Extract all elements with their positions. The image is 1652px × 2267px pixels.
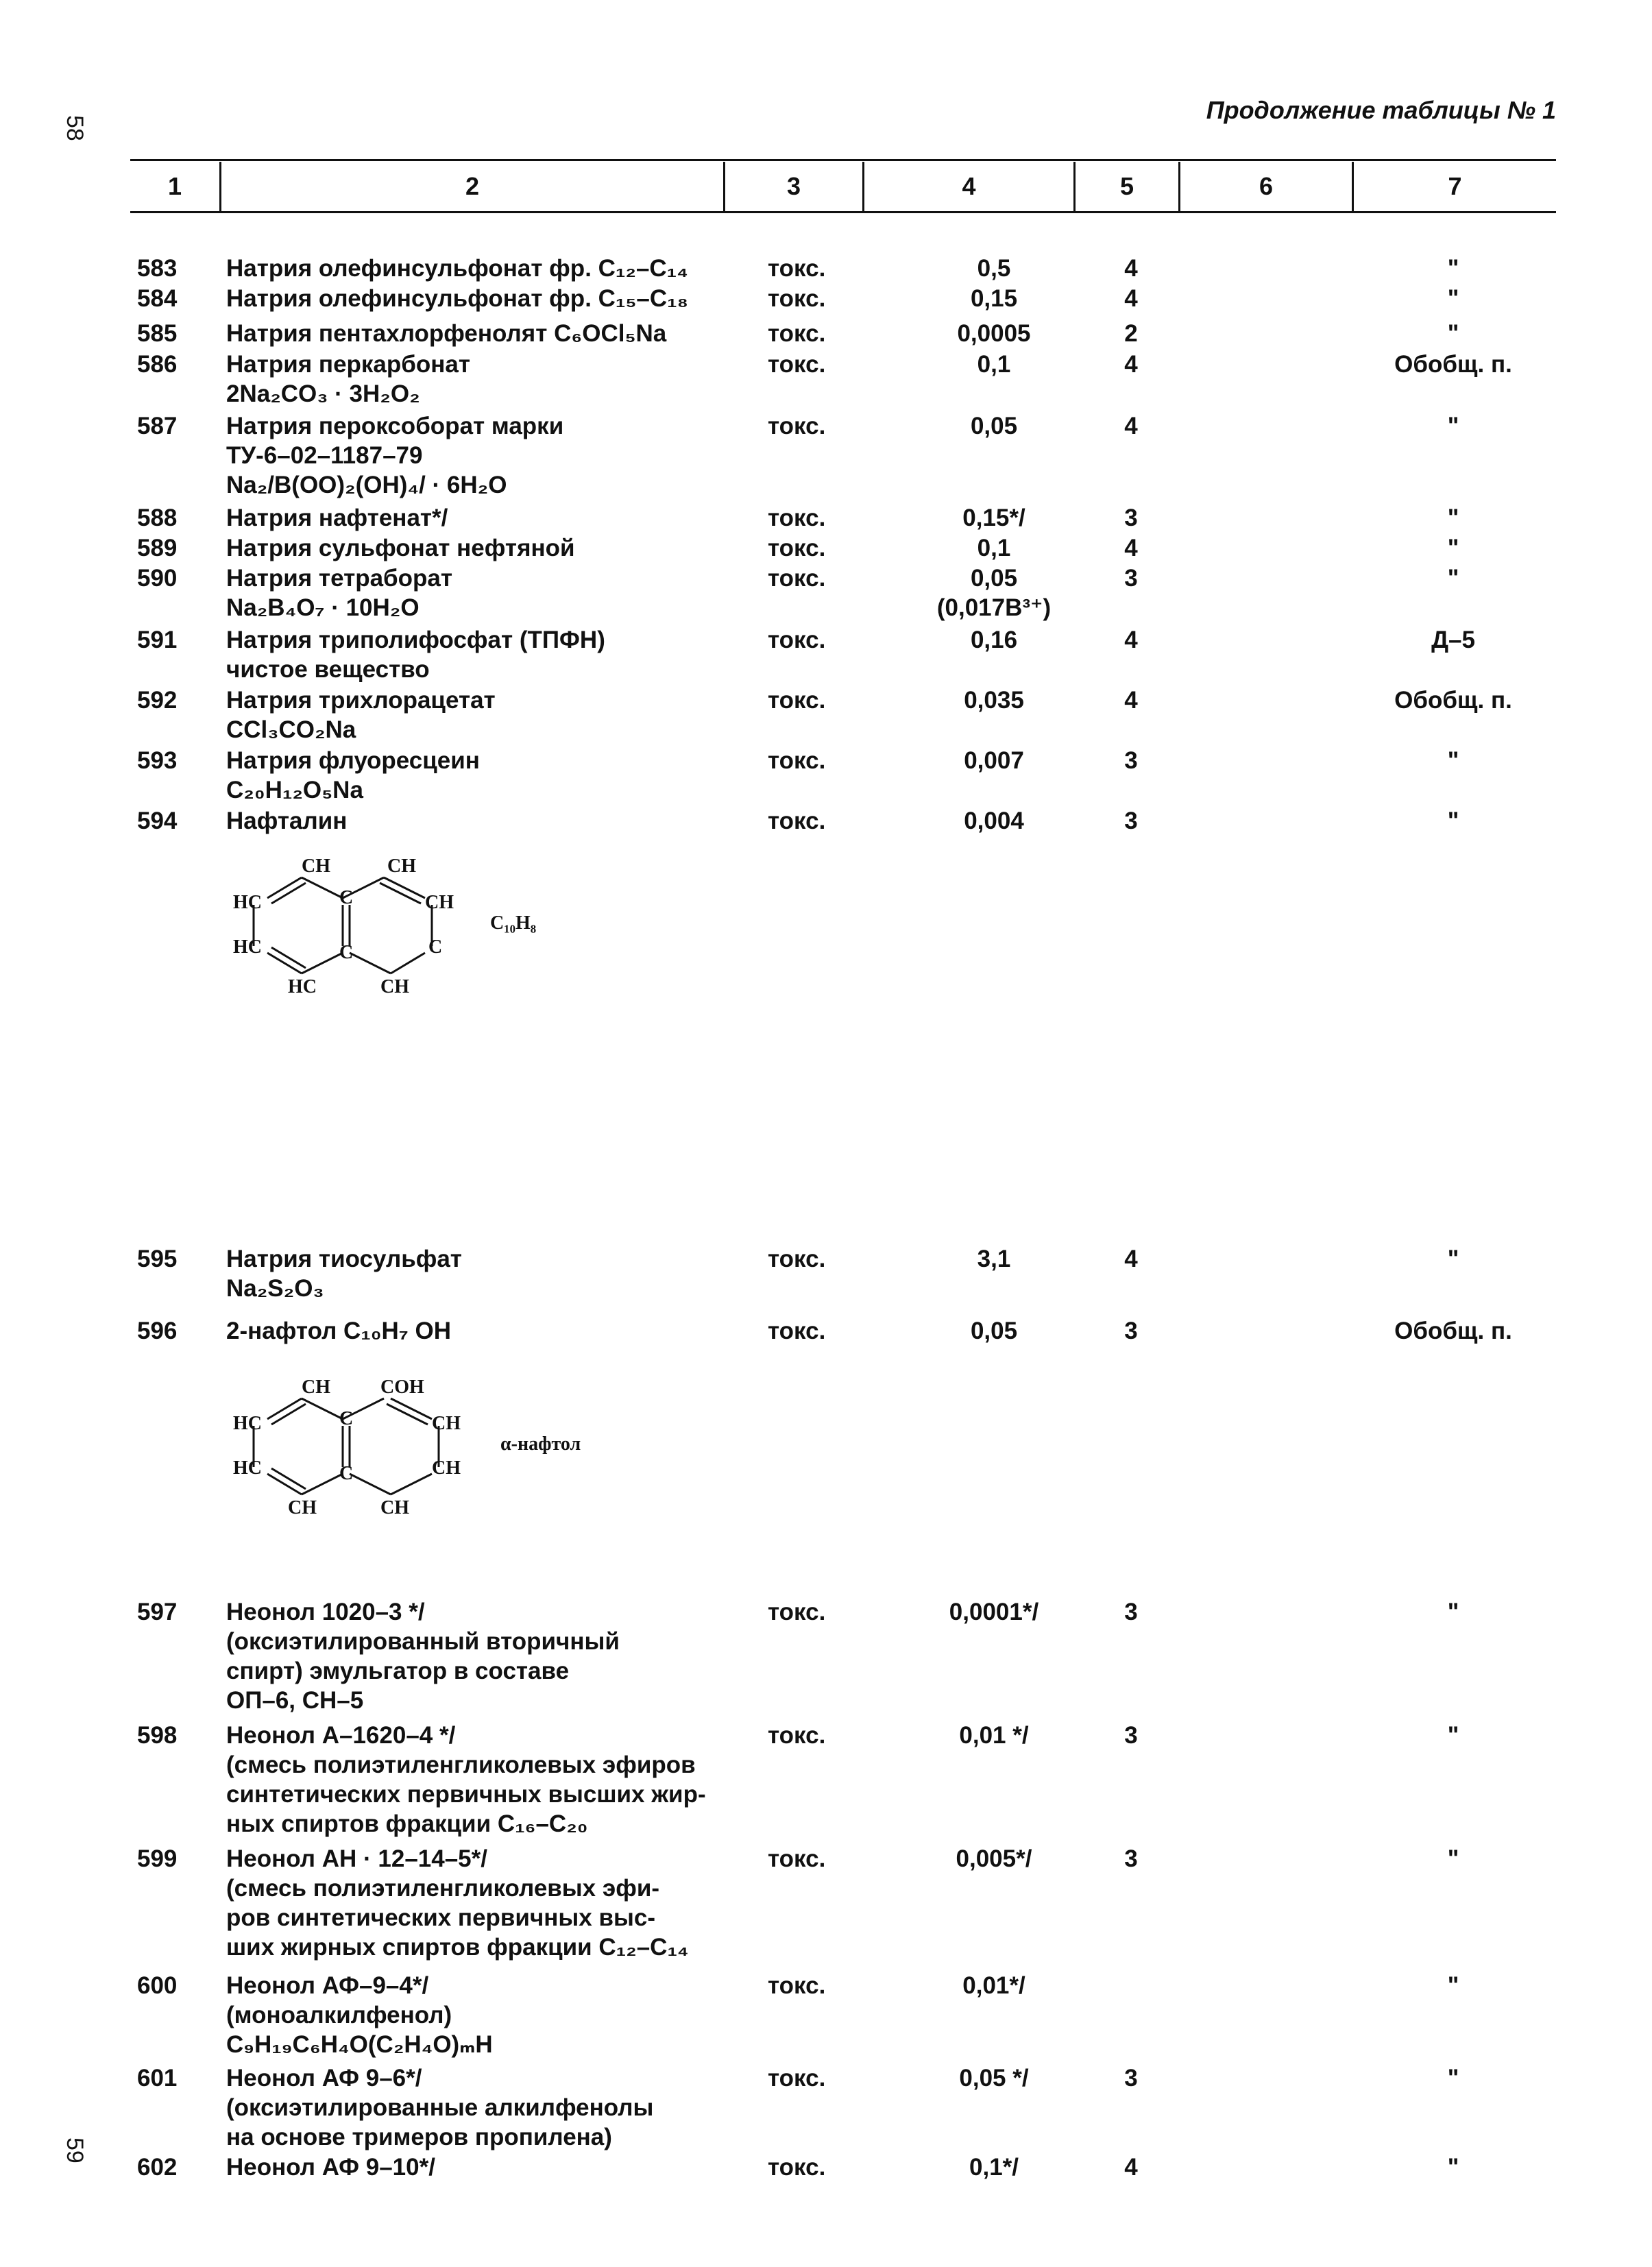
hazard-indicator: токс. [768, 351, 826, 378]
hazard-class: 3 [1124, 1722, 1138, 1749]
header-col-3: 3 [786, 172, 801, 200]
row-number: 592 [137, 687, 178, 714]
header-col-5: 5 [1119, 172, 1134, 200]
concentration-line: 0,16 [970, 627, 1018, 653]
hazard-class: 4 [1124, 2154, 1138, 2181]
concentration-line: (0,017B³⁺) [936, 594, 1052, 621]
hazard-class: 4 [1124, 687, 1138, 714]
concentration [898, 2063, 1090, 2093]
hazard-class: 3 [1124, 505, 1138, 531]
substance-name [226, 746, 733, 805]
atom-label: CH [425, 892, 454, 913]
substance-name-line: Натрия пероксоборат марки [226, 413, 564, 439]
row-number: 602 [137, 2154, 178, 2181]
method-reference: Обобщ. п. [1394, 351, 1512, 378]
atom-label: C [339, 1408, 354, 1429]
table-header [130, 162, 1556, 211]
concentration [898, 411, 1090, 441]
substance-name-line: Неонол АН · 12–14–5*/ [226, 1845, 487, 1872]
substance-name [226, 1721, 733, 1839]
atom-label: HC [233, 936, 262, 958]
substance-name [226, 686, 733, 744]
substance-name [226, 1244, 733, 1303]
method-reference: " [1447, 1246, 1459, 1272]
substance-name-line: (смесь полиэтиленгликолевых эфи- [226, 1875, 659, 1902]
row-number: 590 [137, 565, 178, 592]
atom-label: CH [380, 1497, 409, 1518]
row-number: 594 [137, 808, 178, 834]
hazard-class: 3 [1124, 747, 1138, 774]
concentration-line: 0,01 */ [959, 1722, 1029, 1749]
concentration [898, 284, 1090, 313]
substance-name-line: 2Na₂CO₃ · 3H₂O₂ [226, 380, 420, 407]
substance-name-line: Неонол 1020–3 */ [226, 1599, 425, 1625]
hazard-indicator: токс. [768, 808, 826, 834]
hazard-class: 3 [1124, 2065, 1138, 2092]
concentration-line: 0,15 [970, 285, 1018, 312]
substance-name-line: Нафталин [226, 808, 348, 834]
concentration-line: 0,005*/ [956, 1845, 1032, 1872]
row-number: 599 [137, 1845, 178, 1872]
hazard-class: 4 [1124, 351, 1138, 378]
method-reference: " [1447, 2065, 1459, 2092]
concentration [898, 2153, 1090, 2182]
substance-name-line: спирт) эмульгатор в составе [226, 1658, 570, 1684]
method-reference: Обобщ. п. [1394, 1318, 1512, 1344]
hazard-class: 4 [1124, 627, 1138, 653]
concentration [898, 1244, 1090, 1274]
hazard-class: 4 [1124, 255, 1138, 282]
substance-name-line: ших жирных спиртов фракции C₁₂–C₁₄ [226, 1934, 689, 1961]
substance-name-line: Натрия олефинсульфонат фр. C₁₂–C₁₄ [226, 255, 688, 282]
header-bottom-rule [130, 211, 1556, 213]
hazard-indicator: токс. [768, 2154, 826, 2181]
substance-name [226, 533, 733, 563]
atom-label: HC [233, 1457, 262, 1479]
substance-name [226, 2063, 733, 2152]
atom-label: HC [233, 892, 262, 913]
row-number: 600 [137, 1972, 178, 1999]
concentration [898, 686, 1090, 715]
substance-name [226, 503, 733, 533]
concentration [898, 533, 1090, 563]
hazard-class: 3 [1124, 565, 1138, 592]
caption-label: α-нафтол [500, 1433, 581, 1455]
substance-name [226, 1971, 733, 2059]
substance-name [226, 1597, 733, 1715]
hazard-class: 3 [1124, 1599, 1138, 1625]
header-col-6: 6 [1259, 172, 1274, 200]
substance-name-line: 2-нафтол C₁₀H₇ OH [226, 1318, 452, 1344]
hazard-indicator: токс. [768, 285, 826, 312]
method-reference: " [1447, 1722, 1459, 1749]
substance-name [226, 319, 733, 348]
substance-name-line: (оксиэтилированные алкилфенолы [226, 2094, 654, 2121]
substance-name [226, 350, 733, 409]
hazard-indicator: токс. [768, 1845, 826, 1872]
substance-name-line: Натрия сульфонат нефтяной [226, 535, 575, 561]
concentration-line: 0,05 [970, 413, 1018, 439]
concentration-line: 0,15*/ [962, 505, 1025, 531]
hazard-class: 2 [1124, 320, 1138, 347]
concentration-line: 0,05 [970, 565, 1018, 592]
page-number-bottom: 59 [62, 2137, 88, 2163]
concentration-line: 0,0005 [957, 320, 1031, 347]
row-number: 589 [137, 535, 178, 561]
method-reference: " [1447, 808, 1459, 834]
atom-label: C [339, 1463, 354, 1484]
row-number: 596 [137, 1318, 178, 1344]
substance-name-line: Na₂S₂O₃ [226, 1275, 324, 1302]
substance-name-line: (оксиэтилированный вторичный [226, 1628, 620, 1655]
substance-name-line: синтетических первичных высших жир- [226, 1781, 706, 1808]
method-reference: " [1447, 255, 1459, 282]
substance-name-line: Na₂/B(OO)₂(OH)₄/ · 6H₂O [226, 472, 507, 498]
method-reference: " [1447, 320, 1459, 347]
substance-name [226, 1316, 733, 1346]
row-number: 584 [137, 285, 178, 312]
method-reference: " [1447, 505, 1459, 531]
substance-name-line: на основе тримеров пропилена) [226, 2124, 612, 2150]
atom-label: HC [233, 1413, 262, 1434]
substance-name-line: Натрия тетраборат [226, 565, 453, 592]
atom-label: CH [432, 1457, 461, 1479]
hazard-class: 3 [1124, 1318, 1138, 1344]
hazard-class: 4 [1124, 413, 1138, 439]
hazard-indicator: токс. [768, 1318, 826, 1344]
concentration-line: 0,1*/ [969, 2154, 1019, 2181]
concentration-line: 0,1 [977, 535, 1011, 561]
substance-name-line: ОП–6, СН–5 [226, 1687, 364, 1714]
hazard-indicator: токс. [768, 747, 826, 774]
method-reference: " [1447, 1972, 1459, 1999]
substance-name-line: Неонол А–1620–4 */ [226, 1722, 456, 1749]
substance-name-line: Неонол АФ 9–6*/ [226, 2065, 422, 2092]
method-reference: " [1447, 285, 1459, 312]
hazard-indicator: токс. [768, 2065, 826, 2092]
atom-label: C [339, 942, 354, 963]
substance-name-line: Неонол АФ 9–10*/ [226, 2154, 435, 2181]
row-number: 591 [137, 627, 178, 653]
substance-name-line: (моноалкилфенол) [226, 2002, 452, 2028]
concentration-line: 0,5 [977, 255, 1011, 282]
concentration [898, 319, 1090, 348]
substance-name [226, 806, 733, 836]
substance-name-line: Натрия нафтенат*/ [226, 505, 448, 531]
substance-name-line: Неонол АФ–9–4*/ [226, 1972, 429, 1999]
hazard-class: 3 [1124, 1845, 1138, 1872]
method-reference: " [1447, 2154, 1459, 2181]
row-number: 587 [137, 413, 178, 439]
atom-label: CH [432, 1413, 461, 1434]
naphthol-structure [226, 1371, 637, 1529]
substance-name-line: (смесь полиэтиленгликолевых эфиров [226, 1751, 696, 1778]
concentration [898, 746, 1090, 775]
concentration-line: 0,01*/ [962, 1972, 1025, 1999]
method-reference: " [1447, 1845, 1459, 1872]
substance-name [226, 284, 733, 313]
atom-label: CH [387, 856, 416, 877]
row-number: 595 [137, 1246, 178, 1272]
naphthalene-structure [226, 850, 583, 1008]
concentration [898, 254, 1090, 283]
concentration [898, 1316, 1090, 1346]
substance-name [226, 625, 733, 684]
header-col-1: 1 [167, 172, 182, 200]
concentration [898, 625, 1090, 655]
method-reference: " [1447, 747, 1459, 774]
concentration [898, 350, 1090, 379]
concentration-line: 0,05 */ [959, 2065, 1029, 2092]
atom-label: CH [380, 976, 409, 997]
substance-name-line: Натрия трихлорацетат [226, 687, 496, 714]
concentration-line: 3,1 [977, 1246, 1011, 1272]
method-reference: " [1447, 413, 1459, 439]
atom-label: CH [302, 1377, 330, 1398]
substance-name-line: Натрия тиосульфат [226, 1246, 462, 1272]
substance-name [226, 1844, 733, 1962]
substance-name-line: ров синтетических первичных выс- [226, 1904, 656, 1931]
row-number: 597 [137, 1599, 178, 1625]
hazard-class: 4 [1124, 1246, 1138, 1272]
hazard-indicator: токс. [768, 1246, 826, 1272]
substance-name [226, 2153, 733, 2182]
hazard-indicator: токс. [768, 565, 826, 592]
concentration [898, 503, 1090, 533]
row-number: 583 [137, 255, 178, 282]
substance-name-line: C₂₀H₁₂O₅Na [226, 777, 363, 803]
hazard-indicator: токс. [768, 320, 826, 347]
method-reference: " [1447, 535, 1459, 561]
atom-label: HC [288, 976, 317, 997]
hazard-class: 4 [1124, 285, 1138, 312]
header-col-7: 7 [1448, 172, 1462, 200]
substance-name-line: ных спиртов фракции C₁₆–C₂₀ [226, 1810, 588, 1837]
row-number: 586 [137, 351, 178, 378]
method-reference: " [1447, 565, 1459, 592]
header-col-4: 4 [962, 172, 976, 200]
hazard-indicator: токс. [768, 1722, 826, 1749]
hazard-indicator: токс. [768, 627, 826, 653]
hazard-indicator: токс. [768, 535, 826, 561]
concentration-line: 0,035 [964, 687, 1024, 714]
atom-label: CH [302, 856, 330, 877]
substance-name-line: Натрия перкарбонат [226, 351, 471, 378]
method-reference: Д–5 [1431, 627, 1475, 653]
substance-name [226, 411, 733, 500]
hazard-class: 4 [1124, 535, 1138, 561]
row-number: 601 [137, 2065, 178, 2092]
substance-name-line: Натрия пентахлорфенолят C₆OCl₅Na [226, 320, 667, 347]
row-number: 598 [137, 1722, 178, 1749]
substance-name-line: Натрия флуоресцеин [226, 747, 480, 774]
hazard-indicator: токс. [768, 413, 826, 439]
concentration [898, 806, 1090, 836]
method-reference: " [1447, 1599, 1459, 1625]
method-reference: Обобщ. п. [1394, 687, 1512, 714]
header-top-rule [130, 159, 1556, 161]
formula-label: C₁₀H₈ [490, 912, 537, 934]
row-number: 593 [137, 747, 178, 774]
hazard-class: 3 [1124, 808, 1138, 834]
hazard-indicator: токс. [768, 687, 826, 714]
substance-name [226, 254, 733, 283]
concentration [898, 1721, 1090, 1750]
header-col-2: 2 [465, 172, 480, 200]
substance-name [226, 563, 733, 622]
row-number: 585 [137, 320, 178, 347]
concentration [898, 1597, 1090, 1627]
substance-name-line: Натрия олефинсульфонат фр. C₁₅–C₁₈ [226, 285, 689, 312]
page-number-top: 58 [62, 115, 88, 141]
concentration [898, 1844, 1090, 1874]
atom-label: COH [380, 1377, 424, 1398]
atom-label: CH [288, 1497, 317, 1518]
concentration-line: 0,004 [964, 808, 1024, 834]
substance-name-line: Натрия триполифосфат (ТПФН) [226, 627, 605, 653]
hazard-indicator: токс. [768, 1599, 826, 1625]
atom-label: C [428, 936, 443, 958]
concentration-line: 0,05 [970, 1318, 1018, 1344]
hazard-indicator: токс. [768, 255, 826, 282]
row-number: 588 [137, 505, 178, 531]
concentration [898, 563, 1090, 622]
substance-name-line: ТУ-6–02–1187–79 [226, 442, 423, 469]
concentration-line: 0,1 [977, 351, 1011, 378]
atom-label: C [339, 887, 354, 908]
concentration-line: 0,0001*/ [949, 1599, 1039, 1625]
hazard-indicator: токс. [768, 505, 826, 531]
substance-name-line: чистое вещество [226, 656, 430, 683]
concentration-line: 0,007 [964, 747, 1024, 774]
hazard-indicator: токс. [768, 1972, 826, 1999]
substance-name-line: C₉H₁₉C₆H₄O(C₂H₄O)ₘH [226, 2031, 493, 2058]
concentration [898, 1971, 1090, 2000]
substance-name-line: CCl₃CO₂Na [226, 716, 356, 743]
continuation-title: Продолжение таблицы № 1 [1206, 96, 1556, 124]
substance-name-line: Na₂B₄O₇ · 10H₂O [226, 594, 420, 621]
